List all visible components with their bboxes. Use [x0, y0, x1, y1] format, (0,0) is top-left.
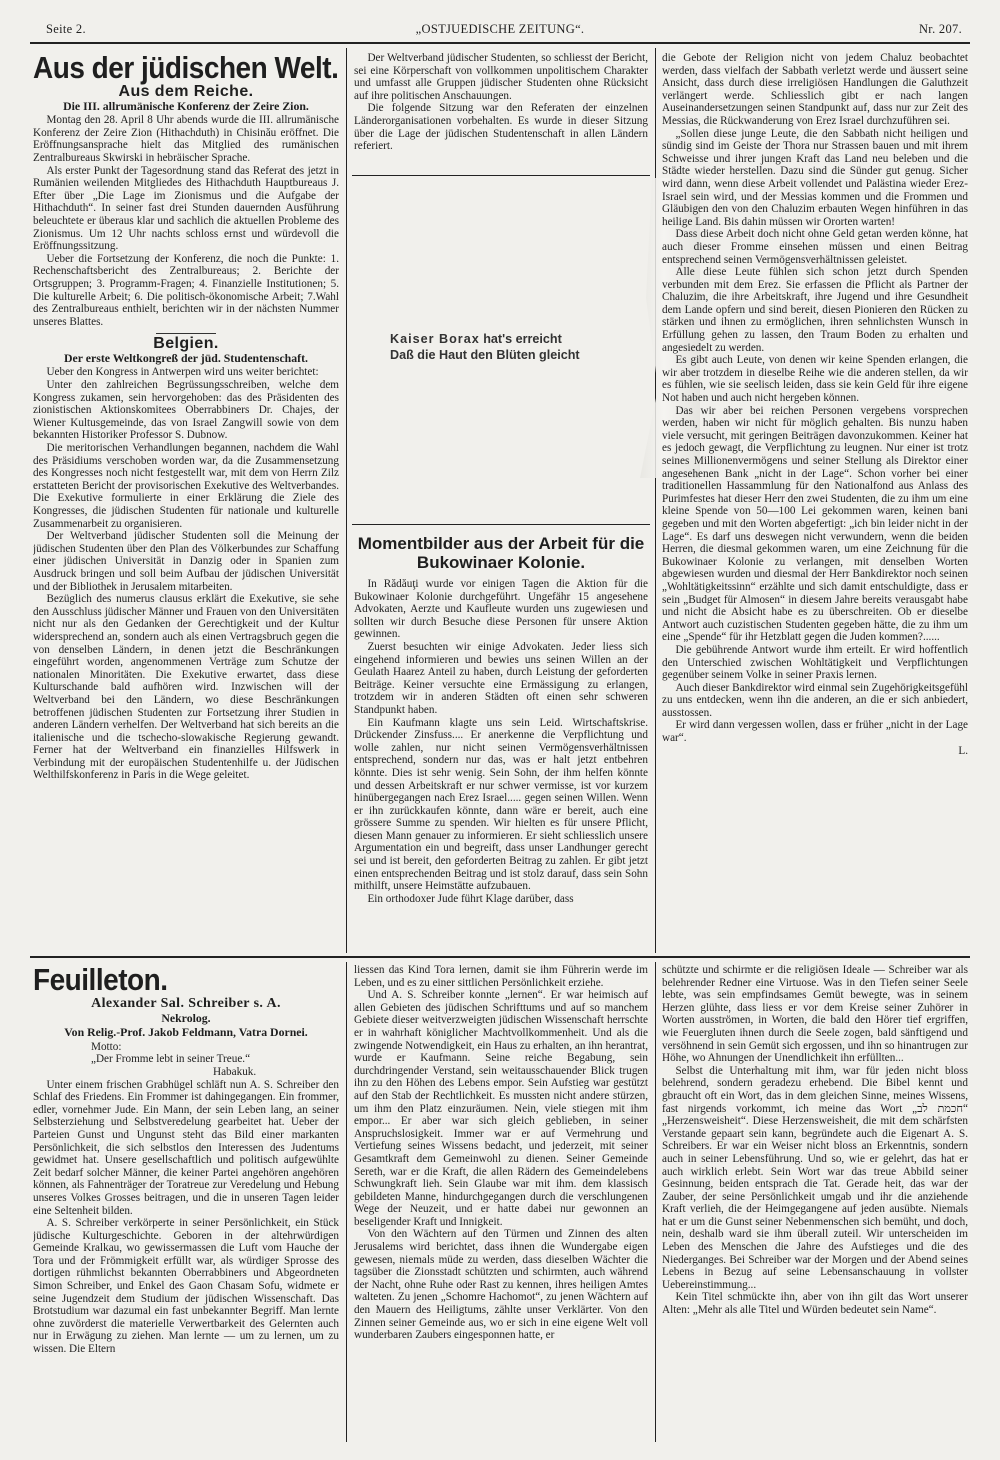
paragraph: Von den Wächtern auf den Türmen und Zinnen des alten Jerusalems wird berichtet, dass ihnen die Wundergabe eigen gewesen, niemals müde zu werden, dass dieselben Wächter die tagsüber die Zionsstadt schützten und schirmten, auch während der Nacht, ohne Ruhe oder Rast zu kennen, ihres heiligen Amtes walteten. Zu jenen „Schomre Hachomot“, zu jenen Wächtern auf den Mauern des Heiligtums, zählte unser Verklärter. Von den Zinnen seiner Gemeinde aus, wo er sich in eine eigene Welt voll wunderbaren Zaubers eingesponnen hatte, er [354, 1228, 648, 1342]
paragraph: Alle diese Leute fühlen sich schon jetzt durch Spenden verbunden mit dem Erez. Sie erfassen die Pflicht als Partner der Chaluzim, die ihre Arbeitskraft, ihre Jugend und ihre Gesundheit dem Lande opfern und sind bereit, diesen Pionieren den Rücken zu stärken und ihnen zu ermöglichen, ihren sehnlichsten Wunsch in Erfüllung gehen zu lassen, den Traum Boden zu erhalten und angesiedelt zu werden. [662, 266, 968, 354]
paragraph: A. S. Schreiber verkörperte in seiner Persönlichkeit, ein Stück jüdische Kulturgeschichte. Geboren in der altehrwürdigen Gemeinde Kralkau, wo gewissermassen die Luft vom Hauche der Tora und der Frömmigkeit erfüllt war, als würdiger Sprosse des dortigen rühmlichst bekannten Oberrabbiners und Abgeordneten Simon Schreiber, und Enkel des Gaon Chasam Sofu, widmete er seine Jugendzeit dem Studium der jüdischen Wissenschaft. Das Brotstudium war dazumal ein fast unbekannter Begriff. Man lernte ohne zuvörderst die materielle Verwertbarkeit des Gelernten auch nur in Erwägung zu ziehen. Man lernte — um zu lernen, um zu wissen. Die Eltern [33, 1217, 339, 1356]
motto-quote: „Der Fromme lebt in seiner Treue.“ [91, 1053, 251, 1066]
paragraph: Das wir aber bei reichen Personen vergebens vorsprechen werden, haben wir nicht für möglich gehalten. Bis nunzu haben viele versucht, mit geringen Beiträgen davonzukommen. Keiner hat es jedoch gewagt, die Verpflichtung zu leugnen. Nur einer ist trotz seines Millionenvermögens und seiner Stellung als Direktor einer angesehenen Bank „nicht in der Lage“. Schon vorher bei einer traditionellen Hassammlung für den Nationalfond aus Anlass des Purimfestes hat dieser Herr den zwei Studenten, die zu ihm um eine kleine Spende von 50—100 Lei gekommen waren, keinen bani gegeben und mit den Worten abgefertigt: „ich bin leider nicht in der Lage“. Es darf uns deswegen nicht verwundern, wenn die beiden Herren, die diesmal gekommen waren, um eine Zeichnung für die Bukowinaer Kolonie zu verlangen, mit denselben Worten abgewiesen wurden und diesmal der Herr Bankdirektor noch seinen „Wohltätigkeitssinn“ erzählte und sich damit entschuldigte, dass er sein „Budget für Almosen“ in diesem Jahre bereits verausgabt habe und nicht die Absicht habe es zu überschreiten. Ob er dieselbe Antwort auch cuzistischen Studenten gegeben hätte, die zu ihm um eine „Spende“ für ihr Hetzblatt gegen die Juden kommen?...... [662, 404, 968, 644]
feuilleton-column-2 [354, 964, 648, 1444]
paragraph: Unter den zahlreichen Begrüssungsschreiben, welche dem Kongress zukamen, sein hervorgehoben: das des Präsidenten des zionistischen Aktionskomitees Oberrabbiners Dr. Chajes, der Wiener Kultusgemeinde, das von Israel Zangwill sowie von dem bekannten Historiker Professor S. Dubnow. [33, 379, 339, 442]
paragraph: Ueber die Fortsetzung der Konferenz, die noch die Punkte: 1. Rechenschaftsbericht des Zentralbureaus; 2. Berichte der Ortsgruppen; 3. Programm-Fragen; 4. Finanzielle Institutionen; 5. Die kulturelle Arbeit; 6. Die politisch-ökonomische Arbeit; 7.Wahl des Zentralbureaus enthielt, berichten wir in der nächsten Nummer unseres Blattes. [33, 252, 339, 328]
paragraph: die Gebote der Religion nicht von jedem Chaluz beobachtet werden, dass vielfach der Sabbath verletzt werde und äussert seine Ansicht, dass durch diese irreligiösen Handlungen die Galuthzeit verlängert werde. Schliesslich gibt er nach langen Auseinandersetzungen seinen Standpunkt auf, dass nur zur Zeit des Messias, die Rückwanderung von Erez Israel durchzuführen sei. [662, 52, 968, 127]
ad-line-1-rest: hat's erreicht [483, 332, 562, 346]
paragraph: Als erster Punkt der Tagesordnung stand das Referat des jetzt in Rumänien weilenden Mitgliedes des Hithachduth Hauptbureaus J. Efter über „Die Lage im Zionismus und die Aufgabe der Hithachduth“. In seiner fast drei Stunden dauernden Ausführung beleuchtete er überaus klar und sachlich die aktuellen Probleme des Zionismus. Um 12 Uhr nachts schloss ernst und würdevoll die Eröffnungssitzung. [33, 164, 339, 253]
ad-brand: Kaiser Borax [390, 332, 480, 346]
heading-aus-dem-reiche: Aus dem Reiche. [118, 83, 254, 100]
section-divider [156, 333, 216, 334]
ad-line-2: Daß die Haut den Blüten gleicht [390, 348, 580, 362]
paragraph: Unter einem frischen Grabhügel schläft nun A. S. Schreiber den Schlaf des Friedens. Ein Frommer ist dahingegangen. Ein frommer, edler, vornehmer Jude. Ein Mann, der sein Leben lang, an seiner Selbsterziehung und Selbstveredelung gearbeitet hat. Ueber der Parteien Gunst und Ungunst steht das Bild einer markanten Persönlichkeit, die sich selbstlos den Interessen des Judentums gewidmet hat. Unsere gesellschaftlich und politisch aufgewühlte Zeit bedarf solcher Männer, die keiner Partei angehören angehören können, als Fahnenträger der Toratreue zur Veredelung und Hebung unseres Volkes Grosses beitragen, und die in unseren Tagen leider eine Seltenheit bilden. [33, 1078, 339, 1217]
column-3-top [662, 52, 968, 952]
ad-bottom-rule [352, 524, 650, 525]
header-rule [30, 42, 970, 44]
feuilleton-subheading: Nekrolog. [161, 1010, 211, 1025]
paragraph: Und A. S. Schreiber konnte „lernen“. Er war heimisch auf allen Gebieten des jüdischen Schrifttums und auf so manchem Gebiete dieser weitverzweigten jüdischen Wissenschaft herrschte er in wahrhaft königlicher Machtvollkommenheit. Und als die zwingende Notwendigkeit, ein Haus zu erhalten, an ihn herantrat, wurde er Kaufmann. Seine reiche Begabung, sein durchdringender Verstand, sein weitausschauender Blick trugen ihn zu den Höhen des Lebens empor. Sein Aufstieg war gestützt auf den Stab der Rechtlichkeit. Es mussten nicht andere stürzen, um ihm den Platz einzuräumen. Nein, viele stiegen mit ihm empor... Er aber war sich gleich geblieben, in seiner Anspruchslosigkeit. Immer war er auf Vermehrung und Vertiefung seines Wissens bedacht, und jederzeit, mit seiner Gesamtkraft dem Gemeinwohl zu dienen. Seiner Gemeinde Sereth, war er die Kraft, die allen Rädern des Gemeindelebens Schwungkraft lieh. Sein Glaube war mit ihm. dem klassisch gebildeten Manne, hindurchgegangen durch die verschlungenen Wege der Neuzeit, und er hatte dabei nur gewonnen an beseligender Kraft und Innigkeit. [354, 989, 648, 1228]
paragraph: Zuerst besuchten wir einige Advokaten. Jeder liess sich eingehend informieren und bewies uns seinen Willen an der Geulath Haarez Anteil zu haben, durch Leistung der geforderten Beiträge. Keiner versuchte eine Ermässigung zu erlangen, trotzdem wir in anderen Städten oft einen sehr schweren Standpunkt haben. [354, 640, 648, 716]
heading-belgien: Belgien. [153, 335, 219, 353]
page-label: Seite 2. [46, 22, 86, 36]
paragraph: Der Weltverband jüdischer Studenten soll die Meinung der jüdischen Studenten über den Plan des Völkerbundes zur Schaffung einer jüdischen Universität in Danzig oder in Spanien zum Ausdruck bringen und soll beim Aufbau der jüdischen Universität und der Bibliothek in Jerusalem mitarbeiten. [33, 530, 339, 593]
motto-label: Motto: [91, 1040, 122, 1053]
paragraph: Ein orthodoxer Jude führt Klage darüber, dass [367, 892, 574, 905]
paragraph: Die folgende Sitzung war den Referaten der einzelnen Länderorganisationen vorbehalten. Es wurde in dieser Sitzung über die Lage der jüdischen Studentenschaft in allen Ländern referiert. [354, 102, 648, 153]
paragraph: Montag den 28. April 8 Uhr abends wurde die III. allrumänische Konferenz der Zeire Zion (Hithachduth) in Chisinău eröffnet. Die Eröffnungsansprache hielt das Mitglied des rumänischen Zentralbureaus Skwirski in hebräischer Sprache. [33, 114, 339, 164]
paragraph: Auch dieser Bankdirektor wird einmal sein Zugehörigkeitsgefühl zu uns entdecken, wenn ihn die anderen, an die er sich anbiedert, ausstossen. [662, 681, 968, 719]
column-rule-3 [346, 962, 347, 1442]
column-2-article [354, 530, 648, 952]
subheading-weltkongress: Der erste Weltkongreß der jüd. Studentenschaft. [64, 350, 308, 365]
paragraph: In Rădăuţi wurde vor einigen Tagen die Aktion für die Bukowinaer Kolonie durchgeführt. Ungefähr 15 angesehene Advokaten, Aerzte und Kaufleute wurden uns zugewiesen und sollten wir durch Besuche diese Personen für unsere Aktion gewinnen. [354, 578, 648, 641]
issue-number: Nr. 207. [918, 22, 962, 36]
paragraph: Kein Titel schmückte ihn, aber von ihn gilt das Wort unserer Alten: „Mehr als alle Titel und Würden bedeutet sein Name“. [662, 1291, 968, 1317]
signature: L. [958, 744, 968, 757]
feuilleton-byline: Von Relig.-Prof. Jakob Feldmann, Vatra Dornei. [64, 1025, 308, 1040]
paragraph: liessen das Kind Tora lernen, damit sie ihm Führerin werde im Leben, und es zu einer sittlichen Persönlichkeit erziehe. [354, 964, 648, 989]
feuilleton-heading: Alexander Sal. Schreiber s. A. [91, 996, 281, 1011]
paragraph: Ein Kaufmann klagte uns sein Leid. Wirtschaftskrise. Drückender Zinsfuss.... Er anerkenne die Verpflichtung und wolle zahlen, nur nicht seinen Vermögensverhältnissen entsprechend, sondern nur das, was er halt jetzt entbehren könnte. Dies ist sehr wenig. Sein Sohn, der ihm helfen könnte und dessen Arbeitskraft er nur schwer vermisse, ist vor kurzem hinübergegangen nach Erez Israel..... gegen seinen Willen. Wenn er ihn zurückkaufen könnte, dann wäre er bereit, auch eine grössere Summe zu spenden. Wir hielten es für unsere Pflicht, diesen Mann genauer zu informieren. Er sieht schliesslich unsere Argumentation ein und begreift, dass unser Landhunger gerecht sei und ist bereit, den geforderten Beitrag zu zahlen. Er gibt jetzt einen entsprechenden Beitrag und ist stolz darauf, dass sein Sohn mithilft, unsere Heimstätte aufzubauen. [354, 716, 648, 893]
column-rule-4 [655, 962, 656, 1442]
paragraph: schützte und schirmte er die religiösen Ideale — Schreiber war als belehrender Redner eine Virtuose. Was in den Tiefen seiner Seele lebte, was sein empfindsames Gemüt bewegte, was in seinem Herzen glühte, dass liess er vor dem Kreise seiner Zuhörer in Worten ausströmen, in Worten, die bald den Hörer tief ergriffen, wie Feuergluten ihnen durch die Seele zogen, bald sänftigend und versöhnend in sein Gemüt sich ergossen, und ihn so hinantrugen zur Höhe, wo Ahnungen der Unendlichkeit ihn erfüllten... [662, 964, 968, 1065]
paragraph: „Sollen diese junge Leute, die den Sabbath nicht heiligen und sündig sind im Geiste der Thora nur Strassen bauen und mit ihrem Schweisse und ihrer jungen Kraft das Land neu beleben und die Städte wieder herstellen. Dazu sind die Sünder gut genug. Sicher wird dann, wenn diese Arbeit vollendet und Palästina wieder Erez-Israel sein wird, und der Messias kommen und die Frommen und Gläubigen den von den Chaluzim erbauten Wegen hinführen in das heilige Land. Bis dahin müssen wir Ororten warten! [662, 127, 968, 228]
column-2-top [354, 52, 648, 174]
motto-source: Habakuk. [213, 1065, 257, 1078]
feuilleton-column-1 [33, 964, 339, 1444]
feuilleton-title: Feuilleton. [33, 964, 168, 997]
feuilleton-rule [30, 956, 970, 958]
paragraph: Bezüglich des numerus clausus erklärt die Exekutive, sie sehe den Ausschluss jüdischer Männer und Frauen von den Universitäten nicht nur als den Gedanken der Gerechtigkeit und der Kultur widersprechend an, sondern auch als einen Vertragsbruch gegen die von denselben Ländern, in denen jetzt die Beschränkungen eingeführt worden, angenommenen Verträge zum Schutze der nationalen Minoritäten. Die Exekutive erwartet, dass diese Kulturschande bald aufhören wird. Inzwischen will der Weltverband bei den Ländern, wo diese Beschränkungen betroffenen jüdischen Studenten zur Fortsetzung ihrer Studien in anderen Ländern verhelfen. Der Weltverband hat sich bereits an die italienische und die tschecho-slowakische Regierung gewandt. Ferner hat der Weltverband ein finanzielles Hilfswerk in Verbindung mit der europäischen Studentenhilfe u. der Jüdischen Welthilfskonferenz in Paris in die Wege geleitet. [33, 593, 339, 782]
advertisement-text [390, 331, 580, 363]
ad-top-rule [352, 175, 650, 176]
column-rule-1 [346, 48, 347, 953]
ad-line-1 [390, 331, 580, 347]
article-title-bukowina: Momentbilder aus der Arbeit für die Bukowinaer Kolonie. [357, 534, 645, 572]
section-title-juedische-welt: Aus der jüdischen Welt. [33, 52, 339, 85]
paper-name: „OSTJUEDISCHE ZEITUNG“. [415, 22, 585, 36]
paragraph: Die gebührende Antwort wurde ihm erteilt. Er wird hoffentlich den Unterschied zwischen Wohltätigkeit und Verpflichtungen gegenüber seinem Volke in seiner Praxis lernen. [662, 643, 968, 682]
column-1-top [33, 52, 339, 952]
paragraph: Die meritorischen Verhandlungen begannen, nachdem die Wahl des Präsidiums verschoben worden war, da die Zusammensetzung des Kongresses noch nicht festgestellt war, mit dem von Herrn Zilz erstatteten Bericht der provisorischen Exekutive des Weltverbandes. Die Exekutive formulierte in einer Erklärung die Ziele des Kongresses, die jüdischen Studenten für nationale und kulturelle Zusammenarbeit zu organisieren. [33, 442, 339, 530]
paragraph: Er wird dann vergessen wollen, dass er früher „nicht in der Lage war“. [662, 719, 968, 745]
subheading-zeire-zion: Die III. allrumänische Konferenz der Zeire Zion. [63, 98, 309, 113]
paragraph: Ueber den Kongress in Antwerpen wird uns weiter berichtet: [46, 366, 319, 379]
feuilleton-column-3 [662, 964, 968, 1444]
running-head [30, 22, 970, 44]
paragraph: Es gibt auch Leute, von denen wir keine Spenden erlangen, die wir aber trotzdem in dieselbe Reihe wie die anderen stellen, da wir es fühlen, wie sie seelisch leiden, dass sie kein Geld für ihre eigene Not haben und auch nicht hergeben können. [662, 354, 968, 405]
paragraph: Selbst die Unterhaltung mit ihm, war für jeden nicht bloss belehrend, sondern geradezu erhebend. Die Bibel kennt und gbraucht oft ein Wort, das in dem gleichen Sinne, meines Wissens, fast nirgends vorkommt, ich meine das Wort „חכמת לב“ „Herzensweisheit“. Diese Herzensweisheit, die mit dem schärfsten Verstande gepaart sein kann, begründete auch die Eigenart A. S. Schreibers. Er war ein Weiser nicht bloss an Erkenntnis, sondern auch in seiner Lebensführung. Und so, wie er gelehrt, das hat er auch wirklich erlebt. Sein Wort war das treue Abbild seiner Gesinnung, beiden entsprach die Tat. Gerade heit, das war der Zauber, der seine Persönlichkeit umgab und ihr die anziehende Kraft verlieh, die der Heimgegangene auf jeden ausübte. Niemals hat er um die Gunst seiner Nebenmenschen sich bemüht, und doch, nein, deshalb ward sie ihm überall zuteil. Wir unterscheiden im Leben des Menschen die Jahre des Aufstieges und die des Niederganges. Bei Schreiber war der Morgen und der Abend seines Lebens in Bezug auf seine Lebensanschauung in vollster Uebereinstimmung... [662, 1064, 968, 1291]
paragraph: Der Weltverband jüdischer Studenten, so schliesst der Bericht, sei eine Körperschaft von vollkommen unpolitischem Charakter und umfasst alle Gruppen jüdischer Studenten ohne Rücksicht auf ihre politischen Anschauungen. [354, 52, 648, 102]
advertisement-kaiser-borax [352, 178, 650, 523]
paragraph: Dass diese Arbeit doch nicht ohne Geld getan werden könne, hat auch dieser Fromme einsehen müssen und einen Beitrag entsprechend seinen Vermögensverhältnissen geleistet. [662, 228, 968, 266]
